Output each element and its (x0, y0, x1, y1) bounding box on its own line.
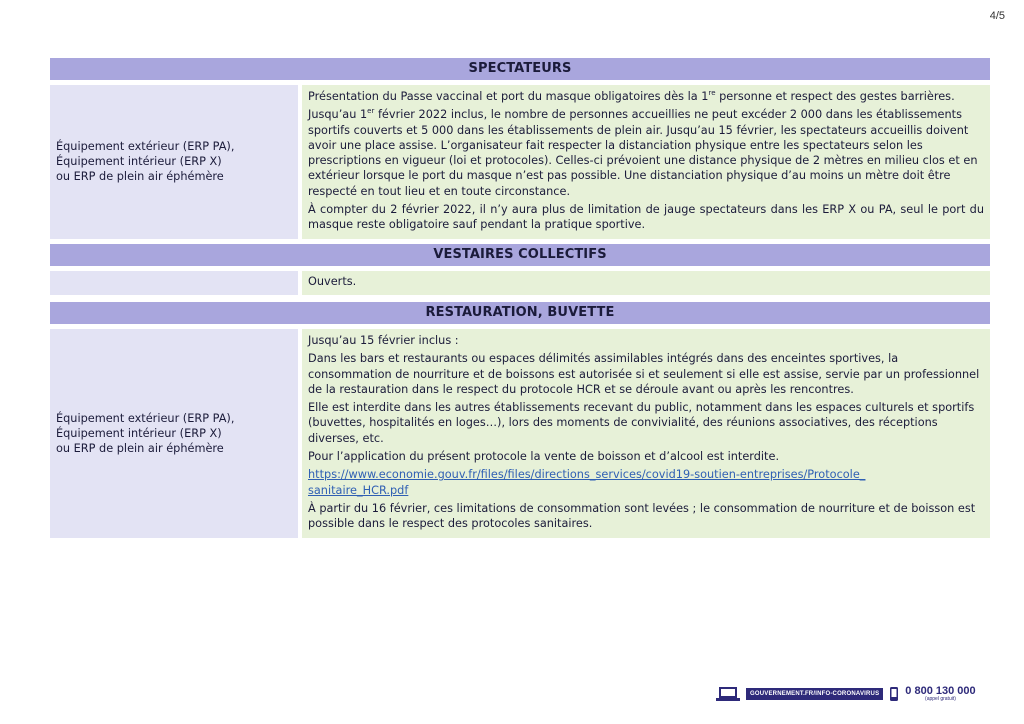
venue-line: Équipement extérieur (ERP PA), (56, 411, 235, 425)
venue-line: ou ERP de plein air éphémère (56, 441, 224, 455)
hcr-protocol-link[interactable]: https://www.economie.gouv.fr/files/files/directions_services/covid19-soutien-entreprises/Protocole_ sanitaire_HCR.pdf (308, 468, 866, 497)
restauration-paragraph: Dans les bars et restaurants ou espaces délimités assimilables intégrés dans des enceintes sportives, la consommation de nourriture et de boissons est autorisée si et seulement si elle est assise, servie par un professionnel de la restauration dans le respect du protocole HCR et se déroule avant ou après les rencontres. (308, 352, 980, 396)
restauration-row (50, 329, 990, 538)
venue-line: Équipement extérieur (ERP PA), (56, 140, 235, 154)
restauration-paragraph: Pour l’application du présent protocole la vente de boisson et d’alcool est interdite. (308, 450, 780, 464)
restauration-paragraph: Elle est interdite dans les autres établissements recevant du public, notamment dans les espaces culturels et sportifs (buvettes, hospitalités en loges…), lors des moments de convivialité, des réunions associatives, des réceptions diverses, etc. (308, 401, 975, 445)
phone-icon (889, 687, 899, 701)
vestiaires-venue-cell (50, 271, 298, 295)
section-header-vestiaires: VESTAIRES COLLECTIFS (50, 244, 990, 266)
hotline-number: 0 800 130 000 (905, 685, 976, 697)
laptop-icon (716, 686, 740, 702)
spectateurs-rules-cell (302, 85, 990, 239)
restauration-paragraph: À partir du 16 février, ces limitations de consommation sont levées ; le consommation de nourriture et de boisson est possible dans le respect des protocoles sanitaires. (308, 501, 976, 531)
venue-line: Équipement intérieur (ERP X) (56, 426, 222, 440)
venue-line: Équipement intérieur (ERP X) (56, 155, 222, 169)
spectateurs-venue-cell (50, 85, 298, 239)
section-header-restauration: RESTAURATION, BUVETTE (50, 302, 990, 324)
gov-info-link[interactable]: GOUVERNEMENT.FR/INFO-CORONAVIRUS (746, 688, 883, 700)
vestiaires-row (50, 271, 990, 295)
page-number: 4/5 (989, 10, 1005, 22)
spectateurs-row (50, 85, 990, 239)
section-header-spectateurs: SPECTATEURS (50, 58, 990, 80)
restauration-venue-cell (50, 329, 298, 538)
restauration-rules-cell (302, 329, 990, 538)
spectateurs-paragraph: À compter du 2 février 2022, il n’y aura plus de limitation de jauge spectateurs dans les ERP X ou PA, seul le port du masque reste obligatoire sauf pendant la pratique sportive. (308, 203, 984, 232)
hotline (905, 686, 975, 702)
vestiaires-status: Ouverts. (308, 274, 357, 288)
restauration-paragraph: Jusqu’au 15 février inclus : (308, 333, 459, 347)
protocol-table (50, 58, 990, 543)
venue-line: ou ERP de plein air éphémère (56, 170, 224, 184)
hotline-note: (appel gratuit) (925, 696, 956, 702)
vestiaires-rules-cell (302, 271, 990, 295)
hcr-protocol-link-block (308, 467, 984, 498)
footer (716, 686, 976, 702)
spectateurs-paragraph: Jusqu’au 1er février 2022 inclus, le nombre de personnes accueillies ne peut excéder 2 000 dans les établissements sportifs couverts et 5 000 dans les établissements de plein air. Jusqu’au 15 février, les spectateurs accueillis doivent avoir une place assise. L’organisateur fait respecter la distanciation physique entre les spectateurs selon les prescriptions en vigueur (loi et protocoles). Celles-ci prévoient une distance physique de 2 mètres en milieu clos et en extérieur lorsque le port du masque n’est pas possible. Une distanciation physique d’au moins un mètre doit être respecté en tout lieu et en toute circonstance. (308, 107, 978, 198)
spectateurs-paragraph: Présentation du Passe vaccinal et port du masque obligatoires dès la 1re personne et respect des gestes barrières. (308, 89, 955, 103)
